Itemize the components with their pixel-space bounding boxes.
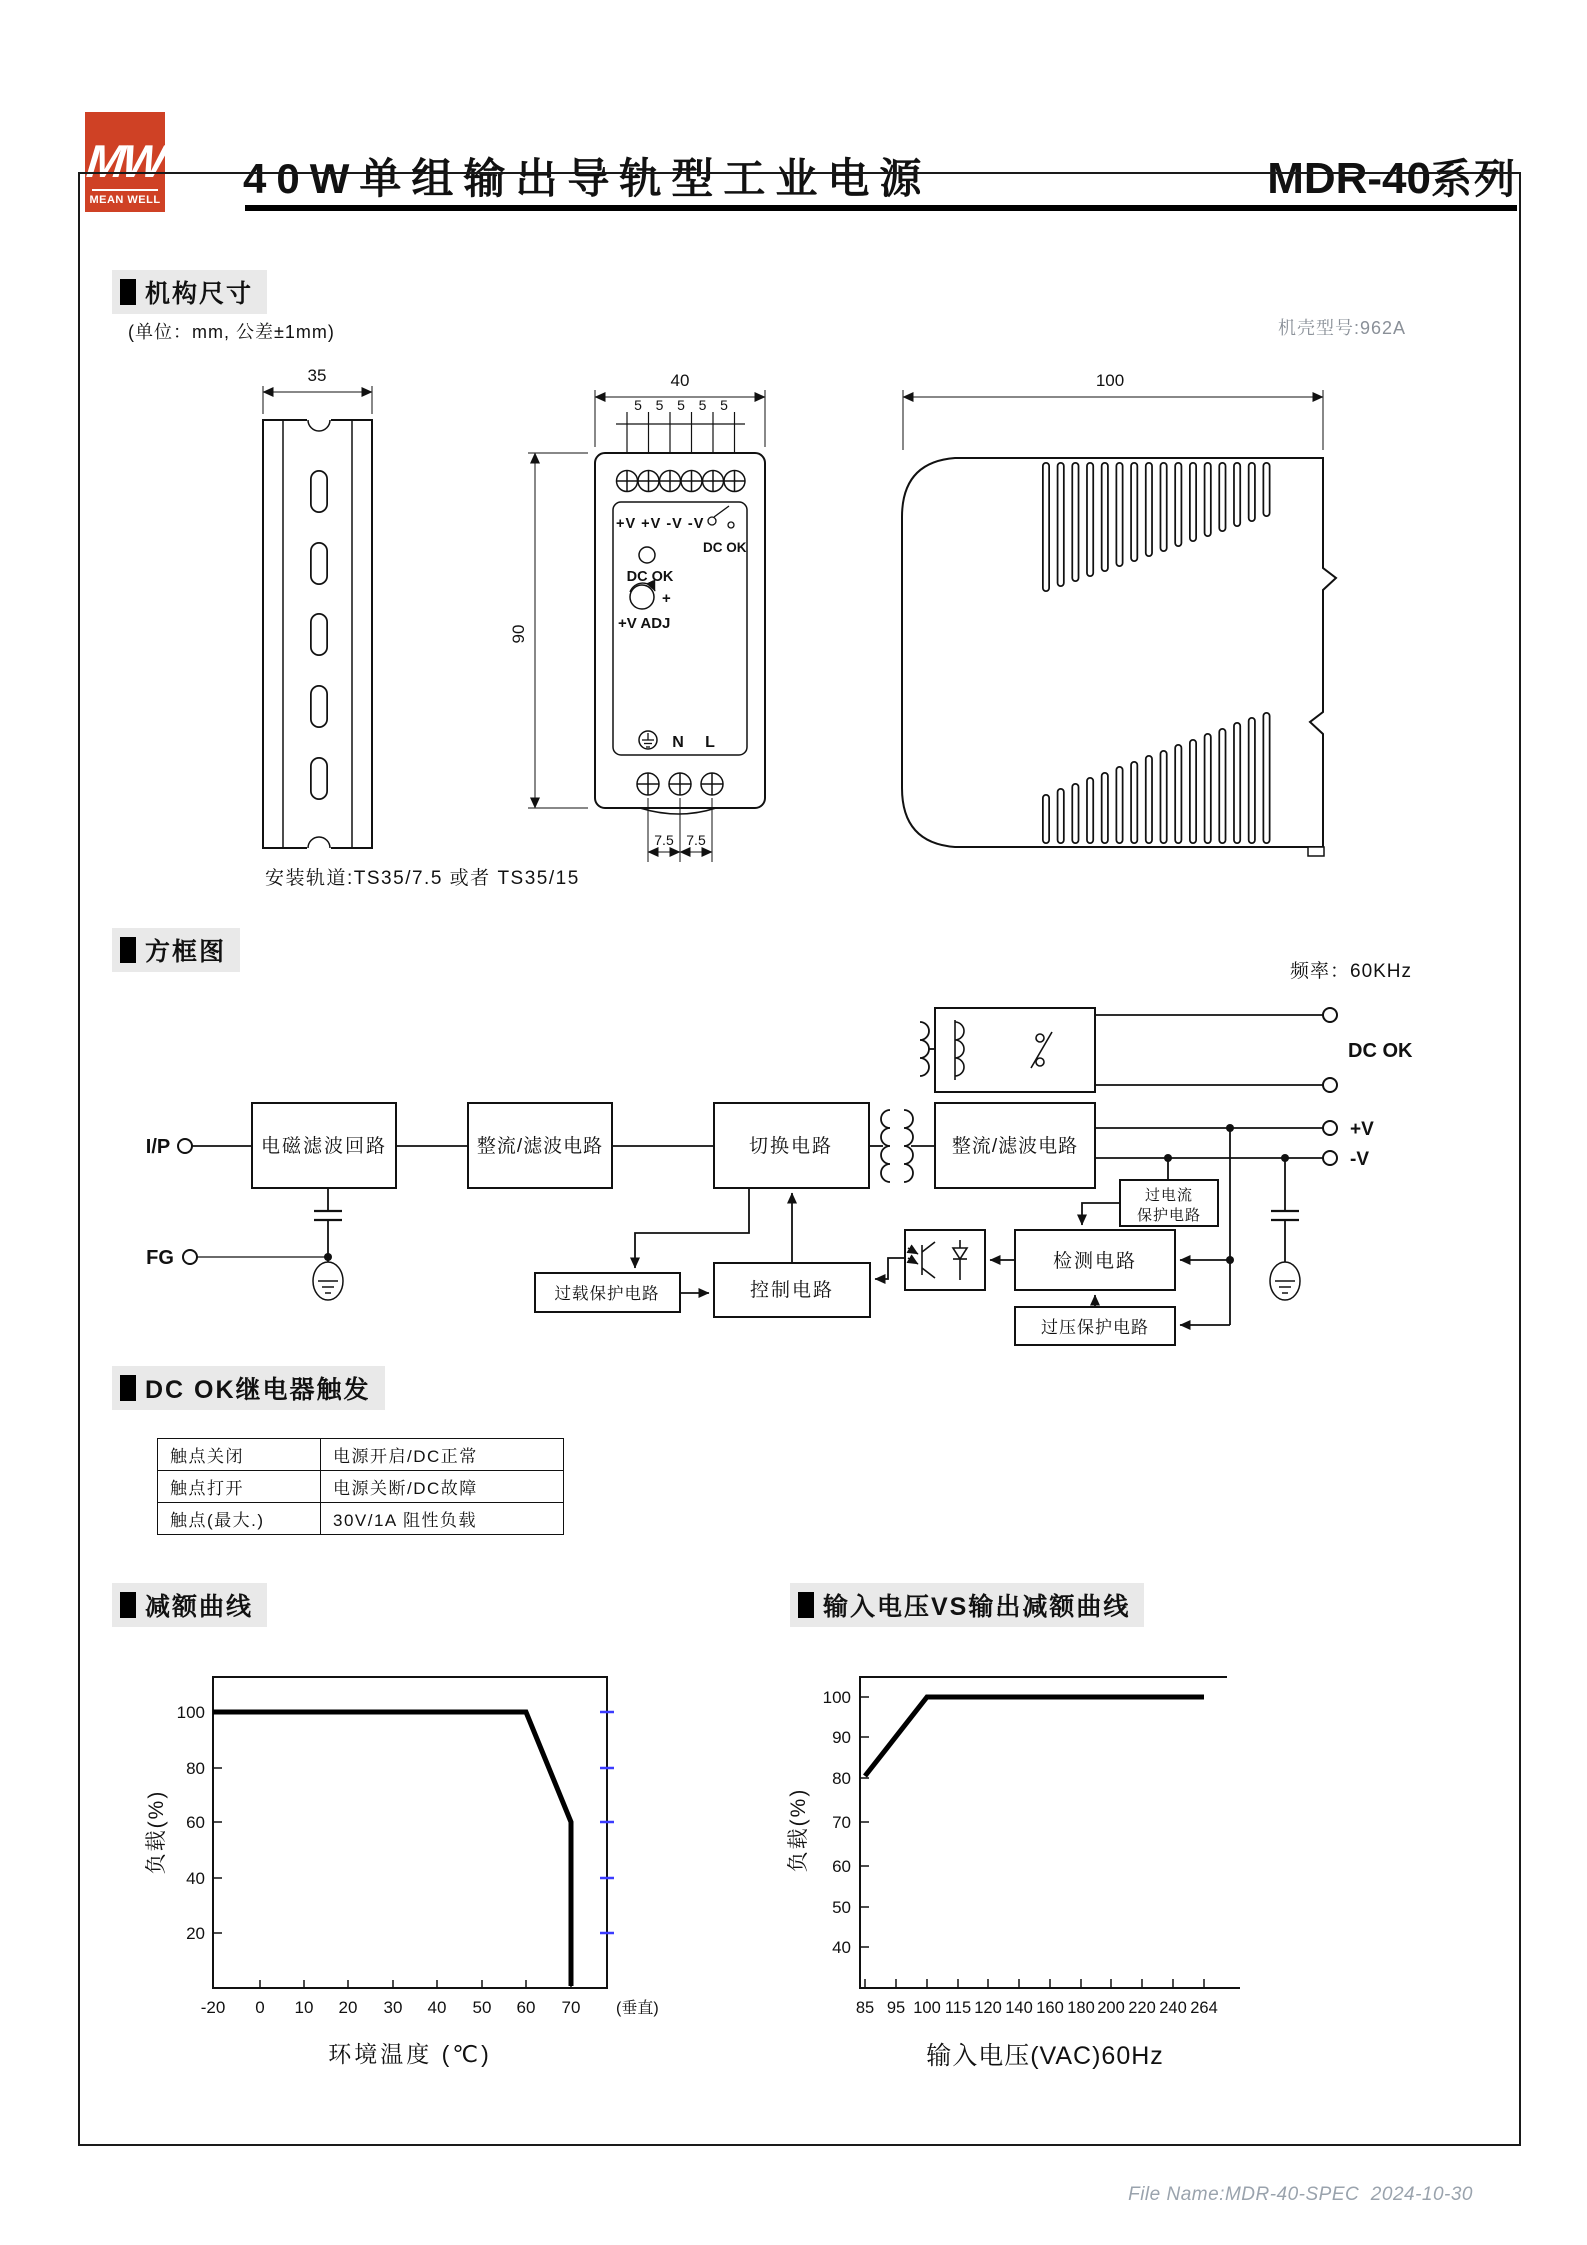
transformer-icon: [881, 1022, 935, 1182]
heading-square-icon: [798, 1592, 814, 1618]
section-heading-block-diagram: 方框图: [112, 928, 240, 972]
xtick-label: -20: [200, 1998, 226, 2017]
plot-box: [213, 1677, 607, 1988]
relay-contact-label: DC OK: [703, 540, 747, 555]
xtick-label: 60: [516, 1998, 536, 2017]
block-diagram-svg: [100, 980, 1470, 1375]
ytick-label: 60: [832, 1857, 851, 1876]
table-row: [158, 1471, 564, 1503]
section-heading-dcok-relay: DC OK继电器触发: [112, 1366, 385, 1410]
label-vminus: -V: [1350, 1149, 1369, 1170]
label-ocp-line2: 保护电路: [1136, 1207, 1202, 1224]
x-extra-label: (垂直): [616, 2000, 659, 2017]
dim-label-90: 90: [509, 624, 528, 644]
dim-height-90: [528, 453, 588, 808]
xtick-label: 50: [472, 1998, 492, 2017]
dim-label-7-5: 7.5: [654, 832, 674, 848]
unit-note: (单位：mm, 公差±1mm): [128, 322, 335, 342]
ytick-label: 40: [186, 1869, 205, 1888]
rail-clip-foot: [1308, 847, 1324, 856]
ytick-label: 80: [832, 1769, 851, 1788]
xtick-label: 20: [338, 1998, 358, 2017]
xtick-label: 180: [1067, 1999, 1095, 2017]
label-control: 控制电路: [749, 1280, 835, 1301]
label-ovp: 过压保护电路: [1041, 1318, 1149, 1337]
vin-derating-chart: [787, 1677, 1240, 2070]
y-axis-label: 负载(%): [145, 1789, 168, 1875]
label-ocp-line1: 过电流: [1144, 1187, 1194, 1204]
dim-label-35: 35: [307, 366, 327, 385]
xtick-label: 30: [383, 1998, 403, 2017]
table-cell: 触点关闭: [158, 1439, 321, 1471]
xtick-label: 115: [944, 1999, 972, 2017]
section-heading-mechanical: 机构尺寸: [112, 270, 267, 314]
table-cell: 触点(最大.): [158, 1503, 321, 1535]
dcok-led-label: DC OK: [626, 569, 674, 585]
label-rectifier-2: 整流/滤波电路: [951, 1136, 1079, 1157]
front-view-drawing: [509, 371, 765, 862]
label-olp: 过载保护电路: [554, 1285, 660, 1303]
xtick-label: 10: [294, 1998, 314, 2017]
adj-label: +V ADJ: [618, 615, 671, 632]
mechanical-drawing-svg: [150, 366, 1470, 960]
frequency-note: 频率：60KHz: [1290, 961, 1413, 982]
series-model: MDR-40: [1267, 154, 1431, 203]
xtick-label: 200: [1097, 1999, 1125, 2017]
xtick-label: 264: [1190, 1999, 1218, 2017]
dim-label-7-5: 7.5: [686, 832, 706, 848]
ytick-label: 100: [176, 1703, 205, 1722]
x-axis-label: 输入电压(VAC)60Hz: [926, 2042, 1164, 2070]
terminal-dcok-2: [1323, 1078, 1337, 1092]
relay-aux-winding: [920, 1022, 929, 1076]
ytick-label: 90: [832, 1728, 851, 1747]
dim-label-5: 5: [720, 397, 728, 413]
table-cell: 触点打开: [158, 1471, 321, 1503]
din-rail-drawing: [263, 366, 580, 889]
table-row: [158, 1439, 564, 1471]
label-fg: FG: [146, 1247, 174, 1269]
table-cell: 电源开启/DC正常: [321, 1439, 564, 1471]
derating-chart: [145, 1677, 659, 2067]
terminal-ip: [178, 1139, 192, 1153]
dim-label-5: 5: [677, 397, 685, 413]
dim-label-5: 5: [698, 397, 707, 413]
logo-brand-name: MEAN WELL: [89, 194, 161, 206]
y-axis-label: 负载(%): [787, 1787, 810, 1873]
dim-rail-width: [263, 386, 372, 414]
label-switching: 切换电路: [748, 1136, 834, 1157]
dim-label-100: 100: [1095, 371, 1125, 390]
side-view-drawing: [902, 371, 1336, 856]
ytick-label: 70: [832, 1813, 851, 1832]
table-cell: 30V/1A 阻性负载: [321, 1503, 564, 1535]
dim-label-5: 5: [655, 397, 664, 413]
label-dcok: DC OK: [1348, 1040, 1413, 1062]
label-emi-filter: 电磁滤波回路: [260, 1136, 388, 1157]
section-heading-vin-derating: 输入电压VS输出减额曲线: [790, 1583, 1144, 1627]
dim-label-40: 40: [670, 371, 690, 390]
section-heading-derating: 减额曲线: [112, 1583, 267, 1627]
xtick-label: 140: [1005, 1999, 1033, 2017]
ytick-label: 60: [186, 1813, 205, 1832]
dim-label-5: 5: [634, 397, 642, 413]
xtick-label: 40: [427, 1998, 447, 2017]
xtick-label: 85: [855, 1999, 875, 2017]
heading-square-icon: [120, 937, 136, 963]
box-dcok-relay: [935, 1008, 1095, 1092]
heading-square-icon: [120, 1375, 136, 1401]
ytick-label: 40: [832, 1938, 851, 1957]
ytick-label: 50: [832, 1898, 851, 1917]
xtick-label: 0: [255, 1998, 265, 2017]
label-ip: I/P: [145, 1136, 171, 1158]
x-axis-label: 环境温度 (℃): [328, 2041, 492, 2067]
y-ticks: [860, 1697, 869, 1947]
xtick-label: 70: [561, 1998, 581, 2017]
xtick-label: 95: [886, 1999, 906, 2017]
terminal-vminus: [1323, 1151, 1337, 1165]
table-cell: 电源关断/DC故障: [321, 1471, 564, 1503]
label-detection: 检测电路: [1052, 1251, 1138, 1272]
xtick-label: 100: [913, 1999, 941, 2017]
logo-mw-glyph: MW: [84, 135, 166, 187]
page-title: 40W单组输出导轨型工业电源: [243, 155, 932, 202]
adj-plus-label: +: [662, 590, 671, 607]
dcok-relay-table: [157, 1438, 564, 1535]
input-terminals-bottom: [637, 773, 723, 795]
terminal-vplus: [1323, 1121, 1337, 1135]
table-row: [158, 1503, 564, 1535]
label-rectifier-1: 整流/滤波电路: [476, 1136, 604, 1157]
series-suffix: 系列: [1431, 156, 1517, 202]
xtick-label: 120: [974, 1999, 1002, 2017]
terminal-labels: +V +V -V -V: [616, 516, 705, 532]
vin-curve: [865, 1697, 1204, 1776]
xtick-label: 240: [1159, 1999, 1187, 2017]
footer-file-info: File Name:MDR-40-SPEC 2024-10-30: [1128, 2184, 1473, 2205]
ytick-label: 20: [186, 1924, 205, 1943]
charts-svg: [130, 1650, 1470, 2090]
label-vplus: +V: [1350, 1119, 1374, 1140]
rail-caption: 安装轨道:TS35/7.5 或者 TS35/15: [265, 868, 580, 889]
terminal-n-label: N: [672, 734, 684, 751]
dim-depth-100: [903, 390, 1323, 450]
x-ticks: [865, 1979, 1204, 1988]
terminal-l-label: L: [705, 734, 715, 751]
xtick-label: 160: [1036, 1999, 1064, 2017]
plot-axes: [860, 1677, 1240, 1988]
ytick-label: 100: [822, 1688, 851, 1707]
terminal-dcok-1: [1323, 1008, 1337, 1022]
heading-square-icon: [120, 279, 136, 305]
case-type-note: 机壳型号:962A: [1278, 318, 1407, 338]
xtick-label: 220: [1128, 1999, 1156, 2017]
ytick-label: 80: [186, 1759, 205, 1778]
heading-square-icon: [120, 1592, 136, 1618]
terminal-fg: [183, 1250, 197, 1264]
diagram-boxes: [252, 1008, 1218, 1345]
box-optocoupler: [905, 1230, 985, 1290]
